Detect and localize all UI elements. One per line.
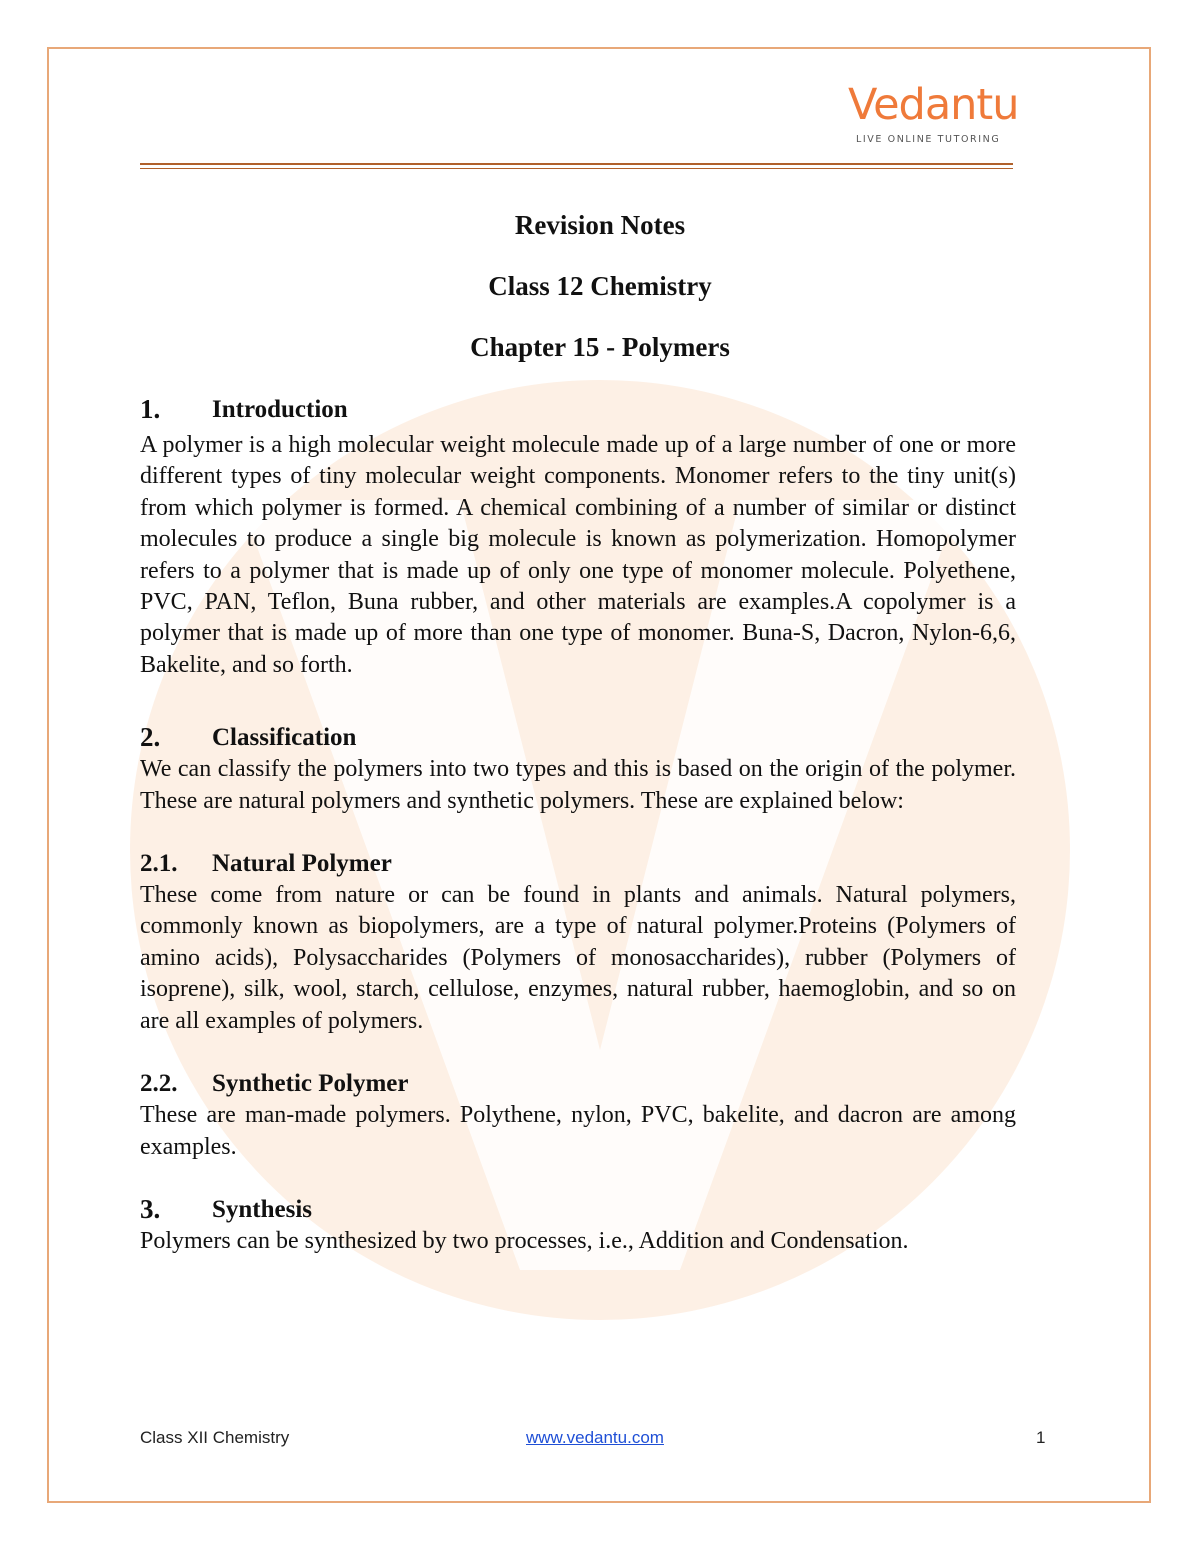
- title-chapter: Chapter 15 - Polymers: [470, 332, 730, 362]
- section-2-text: We can classify the polymers into two types and this is based on the origin of the polymer. These are natural polymers and synthetic polymers. These are explained below:: [140, 756, 1016, 814]
- notes-content: [140, 393, 1016, 1257]
- title-revision-notes: Revision Notes: [514, 210, 686, 240]
- section-3-text: Polymers can be synthesized by two processes, i.e., Addition and Condensation.: [140, 1227, 909, 1254]
- section-1-heading: [140, 393, 1016, 426]
- footer-website-link[interactable]: www.vedantu.com: [526, 1428, 664, 1447]
- section-3-heading: [140, 1193, 1016, 1226]
- section-title: Synthetic Polymer: [212, 1070, 409, 1098]
- section-title: Introduction: [212, 396, 348, 423]
- section-number: 2.1.: [140, 850, 178, 878]
- section-2-heading: [140, 721, 1016, 754]
- section-2-2-text: These are man-made polymers. Polythene, nylon, PVC, bakelite, and dacron are among examples.: [140, 1102, 1016, 1160]
- section-number: 1.: [140, 394, 161, 424]
- section-title: Synthesis: [212, 1195, 313, 1223]
- vedantu-logo[interactable]: [848, 80, 1019, 148]
- section-2-1-text: These come from nature or can be found in plants and animals. Natural polymers, commonly known as biopolymers, are a type of natural polymer.Proteins (Polymers of amino acids), Polysaccharides (Polymers of monosaccharides), rubber (Polymers of isoprene), silk, wool, starch, cellulose, enzymes, natural rubber, haemoglobin, and so on are all examples of polymers.: [140, 882, 1016, 1034]
- section-1-text: A polymer is a high molecular weight molecule made up of a large number of one or more different types of tiny molecular weight components. Monomer refers to the tiny unit(s) from which polymer is formed. A chemical combining of a number of similar or distinct molecules to produce a single big molecule is known as polymerization. Homopolymer refers to a polymer that is made up of only one type of monomer molecule. Polyethene, PVC, PAN, Teflon, Buna rubber, and other materials are examples.A copolymer is a polymer that is made up of more than one type of monomer. Buna-S, Dacron, Nylon-6,6, Bakelite, and so forth.: [140, 432, 1016, 678]
- footer-page-number: 1: [1036, 1428, 1046, 1447]
- title-class: Class 12 Chemistry: [488, 271, 712, 301]
- footer-class-label: Class XII Chemistry: [140, 1428, 290, 1447]
- section-title: Classification: [212, 724, 357, 752]
- section-title: Natural Polymer: [212, 850, 392, 878]
- logo-wordmark: Vedantu: [848, 80, 1019, 130]
- section-number: 3.: [140, 1193, 161, 1224]
- section-number: 2.: [140, 722, 161, 753]
- section-2-2-heading: [140, 1067, 1016, 1100]
- header-divider: [140, 163, 1013, 169]
- logo-tagline: LIVE ONLINE TUTORING: [856, 134, 1001, 145]
- section-2-1-heading: [140, 847, 1016, 880]
- section-number: 2.2.: [140, 1070, 178, 1098]
